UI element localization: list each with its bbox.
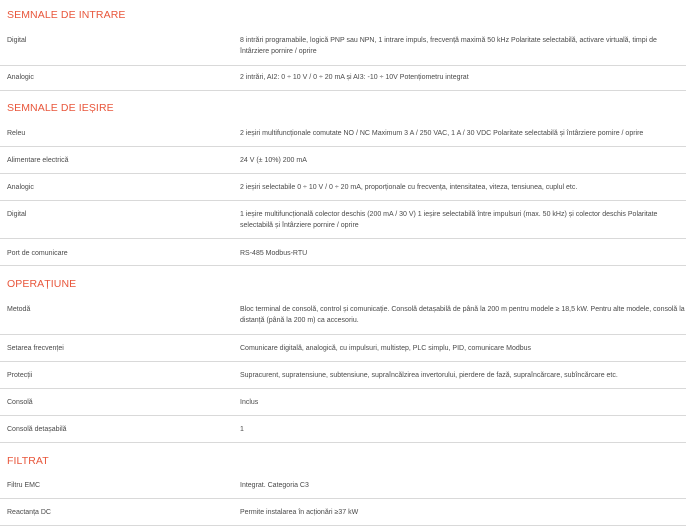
- spec-label: Digital: [7, 211, 27, 218]
- section-title-operation: OPERAȚIUNE: [7, 278, 77, 290]
- spec-row: [0, 362, 686, 389]
- spec-label: Alimentare electrică: [7, 157, 69, 164]
- spec-row: [0, 472, 686, 499]
- spec-row: [0, 201, 686, 239]
- spec-row: [0, 66, 686, 91]
- spec-label: Consolă: [7, 399, 33, 406]
- spec-label: Setarea frecvenței: [7, 345, 64, 352]
- spec-label: Releu: [7, 130, 26, 137]
- spec-label: Port de comunicare: [7, 250, 68, 257]
- spec-label: Reactanța DC: [7, 509, 51, 516]
- spec-value: Integrat. Categoria C3: [240, 482, 309, 489]
- spec-label: Protecții: [7, 372, 33, 379]
- spec-value: Supracurent, supratensiune, subtensiune, supraîncălzirea invertorului, pierdere de fază, supraîncărcare, subîncărcare etc.: [240, 372, 618, 379]
- spec-label: Filtru EMC: [7, 482, 41, 489]
- spec-value: 2 ieșiri selectabile 0 ÷ 10 V / 0 ÷ 20 mA, proporționale cu frecvența, intensitatea, viteza, tensiunea, cuplul etc.: [240, 184, 578, 191]
- spec-row: [0, 147, 686, 174]
- spec-label: Consolă detașabilă: [7, 426, 67, 433]
- spec-value: RS-485 Modbus-RTU: [240, 250, 308, 257]
- spec-row: [0, 120, 686, 147]
- spec-value: Permite instalarea în acționări ≥37 kW: [240, 509, 359, 516]
- spec-row: [0, 174, 686, 201]
- spec-row: [0, 295, 686, 335]
- spec-value: 2 intrări, AI2: 0 ÷ 10 V / 0 ÷ 20 mA și AI3: -10 ÷ 10V Potențiometru integrat: [240, 74, 469, 81]
- spec-row: [0, 335, 686, 362]
- spec-value: Bloc terminal de consolă, control și comunicație. Consolă detașabilă de până la 200 m pentru modele ≥ 18,5 kW. Pentru alte modele, consolă la distanță (până la 200 m) ca accesoriu.: [240, 306, 685, 324]
- spec-row: [0, 499, 686, 526]
- spec-label: Digital: [7, 37, 27, 44]
- spec-row: [0, 416, 686, 443]
- spec-label: Analogic: [7, 184, 34, 191]
- spec-value: 2 ieșiri multifuncționale comutate NO / NC Maximum 3 A / 250 VAC, 1 A / 30 VDC Polaritate selectabilă și întârziere pornire / oprire: [240, 130, 644, 137]
- spec-value: 24 V (± 10%) 200 mA: [240, 157, 307, 164]
- spec-value: 1: [240, 426, 244, 433]
- spec-value: Comunicare digitală, analogică, cu impulsuri, multistep, PLC simplu, PID, comunicare Modbus: [240, 345, 532, 352]
- spec-row: [0, 239, 686, 266]
- spec-label: Analogic: [7, 74, 34, 81]
- section-title-filter: FILTRAT: [7, 455, 49, 467]
- spec-row: [0, 389, 686, 416]
- spec-value: 8 intrări programabile, logică PNP sau NPN, 1 intrare impuls, frecvență maximă 50 kHz Polaritate selectabilă, activare virtuală, timpi de întârziere pornire / oprire: [240, 37, 657, 55]
- section-title-outputs: SEMNALE DE IEȘIRE: [7, 102, 114, 114]
- spec-row: [0, 26, 686, 66]
- spec-value: Inclus: [240, 399, 259, 406]
- spec-value: 1 ieșire multifuncțională colector deschis (200 mA / 30 V) 1 ieșire selectabilă între impulsuri (max. 50 kHz) și colector deschis Polaritate selectabilă și întârziere pornire / oprire: [240, 211, 658, 229]
- spec-label: Metodă: [7, 306, 31, 313]
- section-title-inputs: SEMNALE DE INTRARE: [7, 9, 126, 21]
